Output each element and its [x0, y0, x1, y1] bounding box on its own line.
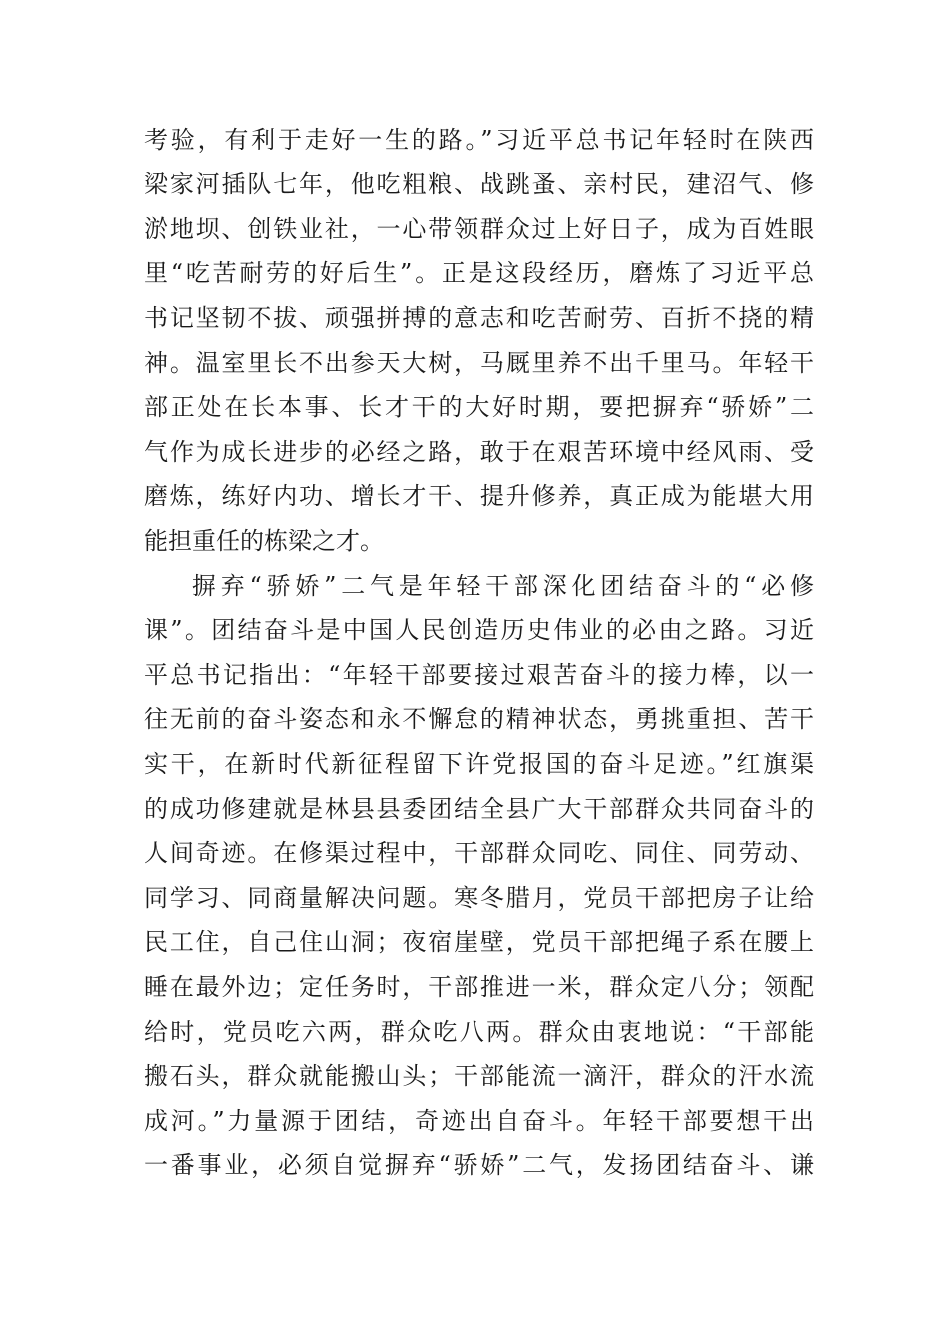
text-line-3: 淤地坝、创铁业社，一心带领群众过上好日子，成为百姓眼 [144, 215, 814, 243]
text-line-6: 神。温室里长不出参天大树，马厩里养不出千里马。年轻干 [144, 349, 814, 377]
text-line-2: 梁家河插队七年，他吃粗粮、战跳蚤、亲村民，建沼气、修 [144, 170, 814, 198]
text-line-10: 能担重任的栋梁之才。 [144, 527, 384, 555]
text-line-13: 平总书记指出：“年轻干部要接过艰苦奋斗的接力棒，以一 [144, 661, 814, 689]
text-line-18: 同学习、同商量解决问题。寒冬腊月，党员干部把房子让给 [144, 884, 814, 912]
text-line-20: 睡在最外边；定任务时，干部推进一米，群众定八分；领配 [144, 973, 814, 1001]
text-line-12: 课”。团结奋斗是中国人民创造历史伟业的必由之路。习近 [144, 616, 814, 644]
text-line-19: 民工住，自己住山洞；夜宿崖壁，党员干部把绳子系在腰上 [144, 928, 814, 956]
text-line-14: 往无前的奋斗姿态和永不懈怠的精神状态，勇挑重担、苦干 [144, 705, 814, 733]
text-line-4: 里“吃苦耐劳的好后生”。正是这段经历，磨炼了习近平总 [144, 259, 814, 287]
text-line-9: 磨炼，练好内功、增长才干、提升修养，真正成为能堪大用 [144, 482, 814, 510]
text-line-15: 实干，在新时代新征程留下许党报国的奋斗足迹。”红旗渠 [144, 750, 814, 778]
text-line-21: 给时，党员吃六两，群众吃八两。群众由衷地说：“干部能 [144, 1018, 814, 1046]
text-line-22: 搬石头，群众就能搬山头；干部能流一滴汗，群众的汗水流 [144, 1062, 814, 1090]
text-line-23: 成河。”力量源于团结，奇迹出自奋斗。年轻干部要想干出 [144, 1107, 814, 1135]
text-line-17: 人间奇迹。在修渠过程中，干部群众同吃、同住、同劳动、 [144, 839, 814, 867]
text-line-24: 一番事业，必须自觉摒弃“骄娇”二气，发扬团结奋斗、谦 [144, 1151, 814, 1179]
text-line-11: 摒弃“骄娇”二气是年轻干部深化团结奋斗的“必修 [192, 572, 814, 600]
text-line-1: 考验，有利于走好一生的路。”习近平总书记年轻时在陕西 [144, 126, 814, 154]
text-line-8: 气作为成长进步的必经之路，敢于在艰苦环境中经风雨、受 [144, 438, 814, 466]
text-line-5: 书记坚韧不拔、顽强拼搏的意志和吃苦耐劳、百折不挠的精 [144, 304, 814, 332]
text-line-7: 部正处在长本事、长才干的大好时期，要把摒弃“骄娇”二 [144, 393, 814, 421]
text-line-16: 的成功修建就是林县县委团结全县广大干部群众共同奋斗的 [144, 795, 814, 823]
